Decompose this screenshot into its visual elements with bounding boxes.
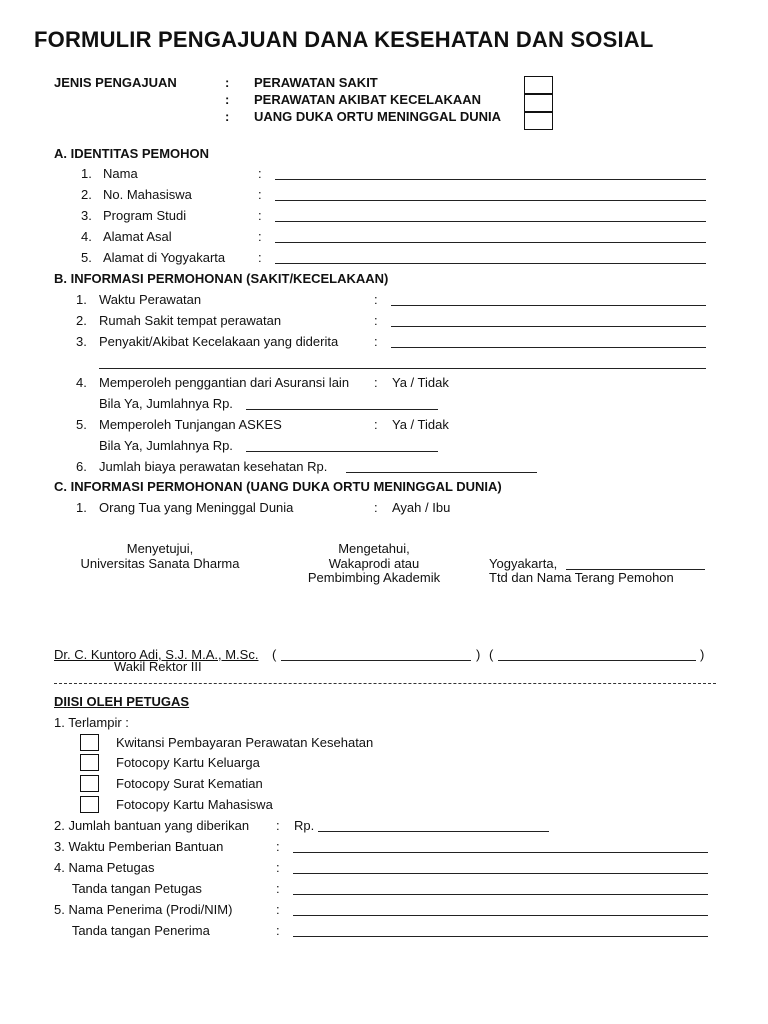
colon: : [276,881,280,896]
rumah-sakit-label: Rumah Sakit tempat perawatan [99,313,282,328]
rumah-sakit-field[interactable] [391,326,706,327]
item-number: 5. [76,417,87,432]
penyakit-field-continuation[interactable] [99,368,706,369]
section-c-heading: C. INFORMASI PERMOHONAN (UANG DUKA ORTU MENINGGAL DUNIA) [54,479,502,494]
kartu-mahasiswa-label: Fotocopy Kartu Mahasiswa [116,797,273,812]
no-mahasiswa-label: No. Mahasiswa [103,187,192,202]
section-a-heading: A. IDENTITAS PEMOHON [54,146,210,161]
section-b-heading: B. INFORMASI PERMOHONAN (SAKIT/KECELAKAAN) [54,271,389,286]
universitas-label: Universitas Sanata Dharma [80,556,240,571]
alamat-asal-label: Alamat Asal [103,229,172,244]
colon: : [276,860,280,875]
kartu-mahasiswa-checkbox[interactable] [80,796,99,813]
item-number: 2. [81,187,92,202]
jenis-option-uang-duka: UANG DUKA ORTU MENINGGAL DUNIA [254,109,501,124]
asuransi-label: Memperoleh penggantian dari Asuransi lain [99,375,350,390]
colon: : [276,902,280,917]
colon: : [258,208,262,223]
jenis-colon: : [225,75,230,90]
item-number: 3. [76,334,87,349]
terlampir-label: 1. Terlampir : [54,715,129,730]
orang-tua-label: Orang Tua yang Meninggal Dunia [99,500,294,515]
colon: : [374,292,378,307]
penyakit-field[interactable] [391,347,706,348]
colon: : [258,250,262,265]
nama-penerima-field[interactable] [293,915,708,916]
program-studi-label: Program Studi [103,208,187,223]
asuransi-jumlah-label: Bila Ya, Jumlahnya Rp. [99,396,233,411]
ttd-petugas-label: Tanda tangan Petugas [54,881,202,896]
ttd-penerima-label: Tanda tangan Penerima [54,923,210,938]
jenis-option-perawatan-sakit: PERAWATAN SAKIT [254,75,378,90]
askes-label: Memperoleh Tunjangan ASKES [99,417,282,432]
alamat-yogyakarta-field[interactable] [275,263,706,264]
alamat-asal-field[interactable] [275,242,706,243]
item-number: 1. [76,292,87,307]
jenis-checkbox-uang-duka[interactable] [524,112,553,130]
item-number: 1. [76,500,87,515]
surat-kematian-label: Fotocopy Surat Kematian [116,776,263,791]
open-paren: ( [272,647,277,662]
asuransi-answer[interactable]: Ya / Tidak [392,375,449,390]
colon: : [374,417,378,432]
colon: : [276,818,280,833]
kwitansi-label: Kwitansi Pembayaran Perawatan Kesehatan [116,735,374,750]
colon: : [374,334,378,349]
surat-kematian-checkbox[interactable] [80,775,99,792]
jenis-checkbox-kecelakaan[interactable] [524,94,553,112]
close-paren: ) [476,647,481,662]
biaya-perawatan-field[interactable] [346,472,537,473]
askes-answer[interactable]: Ya / Tidak [392,417,449,432]
nama-petugas-label: 4. Nama Petugas [54,860,155,875]
colon: : [374,500,378,515]
asuransi-jumlah-field[interactable] [246,409,438,410]
close-paren: ) [700,647,705,662]
colon: : [374,375,378,390]
item-number: 2. [76,313,87,328]
no-mahasiswa-field[interactable] [275,200,706,201]
nama-petugas-field[interactable] [293,873,708,874]
item-number: 4. [81,229,92,244]
form-title: FORMULIR PENGAJUAN DANA KESEHATAN DAN SOSIAL [34,27,654,52]
pembimbing-label: Pembimbing Akademik [307,570,441,585]
colon: : [374,313,378,328]
item-number: 4. [76,375,87,390]
jumlah-bantuan-field[interactable] [318,831,549,832]
waktu-perawatan-field[interactable] [391,305,706,306]
jenis-colon: : [225,109,230,124]
mengetahui-label: Mengetahui, [338,541,410,556]
jumlah-bantuan-prefix: Rp. [294,818,315,833]
jenis-option-kecelakaan: PERAWATAN AKIBAT KECELAKAAN [254,92,482,107]
askes-jumlah-label: Bila Ya, Jumlahnya Rp. [99,438,233,453]
kartu-keluarga-label: Fotocopy Kartu Keluarga [116,755,260,770]
signer-title: Wakil Rektor III [114,659,202,674]
wakaprodi-label: Wakaprodi atau [328,556,420,571]
program-studi-field[interactable] [275,221,706,222]
wakaprodi-signature-field[interactable] [281,660,471,661]
kartu-keluarga-checkbox[interactable] [80,754,99,771]
orang-tua-answer[interactable]: Ayah / Ibu [392,500,451,515]
penyakit-label: Penyakit/Akibat Kecelakaan yang diderita [99,334,339,349]
signer-name: Dr. C. Kuntoro Adi, S.J. M.A., M.Sc. [54,647,259,662]
menyetujui-label: Menyetujui, [126,541,194,556]
alamat-yogyakarta-label: Alamat di Yogyakarta [103,250,226,265]
item-number: 6. [76,459,87,474]
kwitansi-checkbox[interactable] [80,734,99,751]
colon: : [276,923,280,938]
colon: : [258,229,262,244]
waktu-pemberian-field[interactable] [293,852,708,853]
nama-label: Nama [103,166,138,181]
ttd-pemohon-label: Ttd dan Nama Terang Pemohon [489,570,674,585]
biaya-perawatan-label: Jumlah biaya perawatan kesehatan Rp. [99,459,328,474]
waktu-perawatan-label: Waktu Perawatan [99,292,202,307]
open-paren: ( [489,647,494,662]
colon: : [258,187,262,202]
askes-jumlah-field[interactable] [246,451,438,452]
ttd-petugas-field[interactable] [293,894,708,895]
jumlah-bantuan-label: 2. Jumlah bantuan yang diberikan [54,818,250,833]
nama-penerima-label: 5. Nama Penerima (Prodi/NIM) [54,902,233,917]
item-number: 1. [81,166,92,181]
jenis-colon: : [225,92,230,107]
jenis-checkbox-sakit[interactable] [524,76,553,94]
jenis-pengajuan-label: JENIS PENGAJUAN [54,75,177,90]
pemohon-signature-field[interactable] [498,660,696,661]
nama-field[interactable] [275,179,706,180]
ttd-penerima-field[interactable] [293,936,708,937]
item-number: 3. [81,208,92,223]
petugas-heading: DIISI OLEH PETUGAS [54,694,190,709]
item-number: 5. [81,250,92,265]
waktu-pemberian-label: 3. Waktu Pemberian Bantuan [54,839,224,854]
colon: : [258,166,262,181]
colon: : [276,839,280,854]
section-divider [54,683,716,684]
yogyakarta-label: Yogyakarta, [489,556,558,571]
